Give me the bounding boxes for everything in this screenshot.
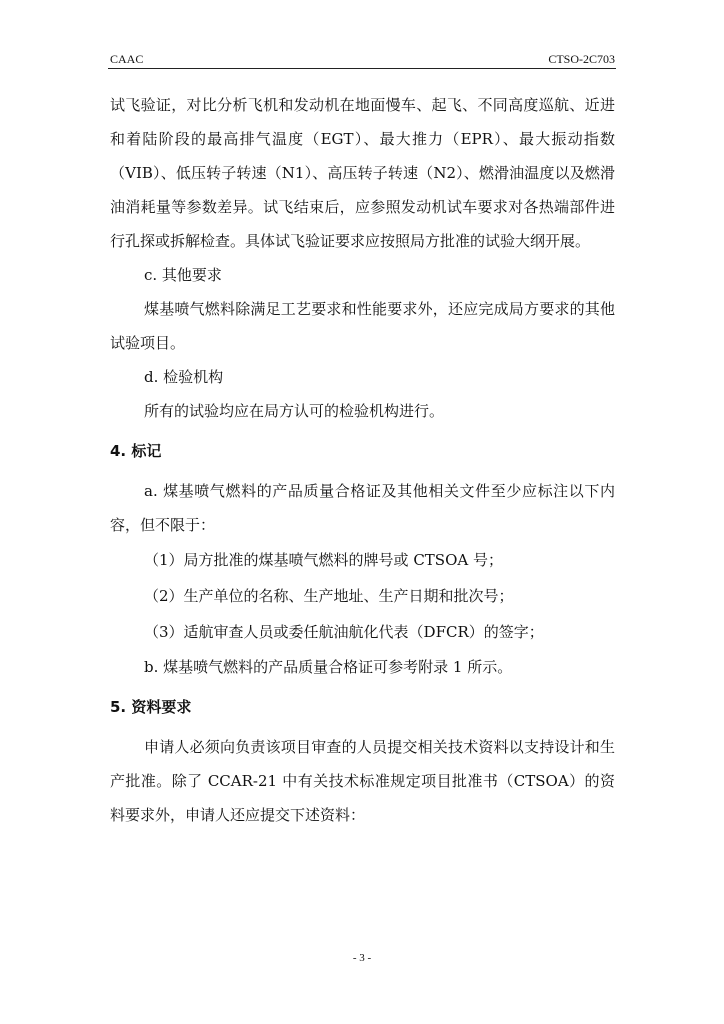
section-heading-data-requirements: 5. 资料要求	[110, 698, 192, 716]
list-item: （2）生产单位的名称、生产地址、生产日期和批次号；	[144, 587, 514, 605]
list-item: （1）局方批准的煤基喷气燃料的牌号或 CTSOA 号；	[144, 551, 503, 569]
paragraph-marking-a: a. 煤基喷气燃料的产品质量合格证及其他相关文件至少应标注以下内容，但不限于：	[110, 482, 615, 534]
header-doc-number: CTSO-2C703	[548, 52, 615, 66]
header-rule	[108, 68, 616, 69]
subheading-other-requirements: c. 其他要求	[144, 266, 222, 284]
page-number: - 3 -	[352, 952, 372, 964]
paragraph-other-requirements: 煤基喷气燃料除满足工艺要求和性能要求外，还应完成局方要求的其他试验项目。	[110, 300, 615, 352]
paragraph-inspection-agency: 所有的试验均应在局方认可的检验机构进行。	[144, 402, 445, 420]
list-item: （3）适航审查人员或委任航油航化代表（DFCR）的签字；	[144, 623, 544, 641]
document-body	[110, 88, 615, 832]
paragraph-marking-b: b. 煤基喷气燃料的产品质量合格证可参考附录 1 所示。	[144, 658, 513, 676]
paragraph-flight-test: 试飞验证，对比分析飞机和发动机在地面慢车、起飞、不同高度巡航、近进和着陆阶段的最高排气温度（EGT）、最大推力（EPR）、最大振动指数（VIB）、低压转子转速（N1）、高压转子转速（N2）、燃滑油温度以及燃滑油消耗量等参数差异。试飞结束后，应参照发动机试车要求对各热端部件进行孔探或拆解检查。具体试飞验证要求应按照局方批准的试验大纲开展。	[110, 96, 615, 250]
header-org: CAAC	[110, 52, 144, 66]
subheading-inspection-agency: d. 检验机构	[144, 368, 224, 386]
paragraph-data-requirements: 申请人必须向负责该项目审查的人员提交相关技术资料以支持设计和生产批准。除了 CCAR-21 中有关技术标准规定项目批准书（CTSOA）的资料要求外，申请人还应提交下述资料：	[110, 738, 615, 824]
section-heading-marking: 4. 标记	[110, 442, 162, 460]
